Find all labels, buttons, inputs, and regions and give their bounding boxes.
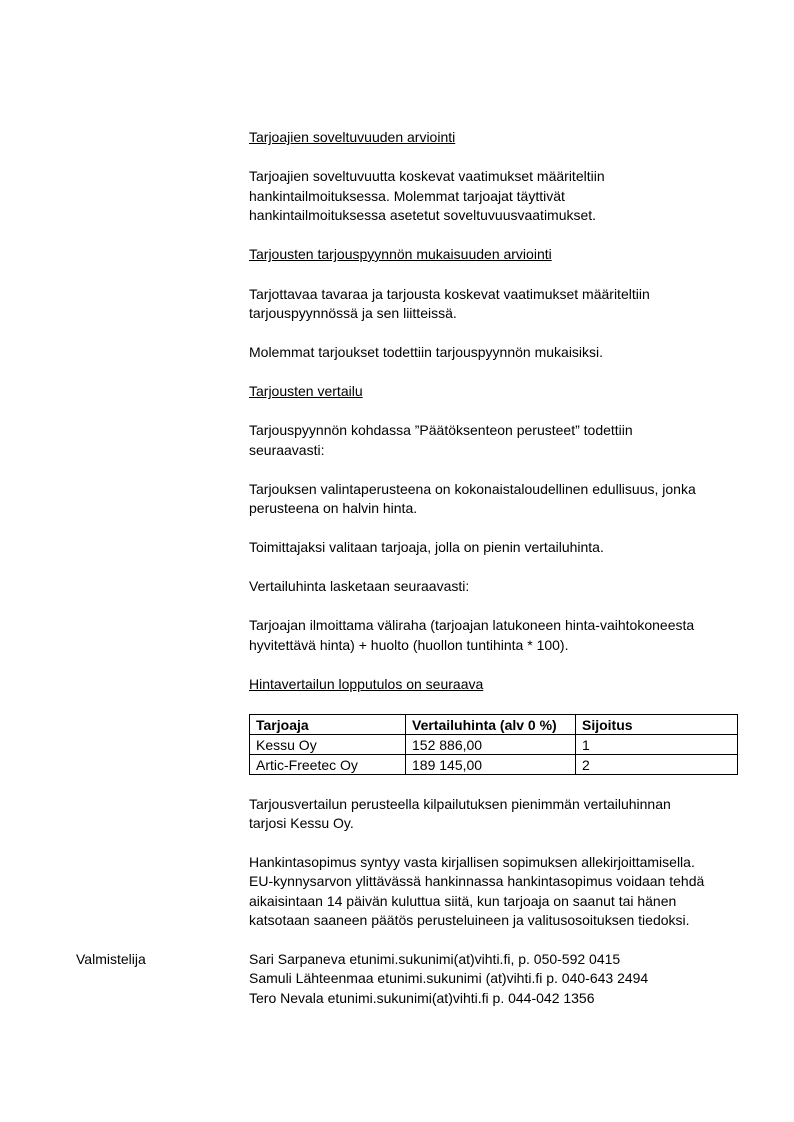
paragraph-line: Molemmat tarjoukset todettiin tarjouspyynnön mukaisiksi. — [249, 344, 604, 360]
paragraph-line: katsotaan saaneen päätös perusteluineen ja valitusosoituksen tiedoksi. — [249, 912, 690, 928]
column-header: Sijoitus — [576, 715, 738, 735]
paragraph-line: hankintailmoituksessa asetetut soveltuvuusvaatimukset. — [249, 207, 597, 223]
paragraph-line: seuraavasti: — [249, 442, 325, 458]
paragraph-line: Tarjoajan ilmoittama väliraha (tarjoajan latukoneen hinta-vaihtokoneesta — [249, 617, 695, 633]
heading-suitability: Tarjoajien soveltuvuuden arviointi — [249, 129, 456, 145]
table-cell: Kessu Oy — [250, 735, 406, 755]
paragraph-line: hankintailmoituksessa. Molemmat tarjoajat täyttivät — [249, 188, 565, 204]
column-header: Vertailuhinta (alv 0 %) — [406, 715, 576, 735]
column-header: Tarjoaja — [250, 715, 406, 735]
heading-conformity: Tarjousten tarjouspyynnön mukaisuuden arviointi — [249, 246, 552, 262]
paragraph-line: EU-kynnysarvon ylittävässä hankinnassa hankintasopimus voidaan tehdä — [249, 873, 705, 889]
paragraph-line: aikaisintaan 14 päivän kuluttua siitä, kun tarjoaja on saanut tai hänen — [249, 893, 677, 909]
table-cell: 152 886,00 — [406, 735, 576, 755]
table-cell: 1 — [576, 735, 738, 755]
paragraph-line: Tarjoajien soveltuvuutta koskevat vaatimukset määriteltiin — [249, 168, 605, 184]
table-cell: Artic-Freetec Oy — [250, 755, 406, 775]
preparer-contact: Samuli Lähteenmaa etunimi.sukunimi (at)vihti.fi p. 040-643 2494 — [249, 970, 649, 986]
table-cell: 189 145,00 — [406, 755, 576, 775]
paragraph-line: Tarjouspyynnön kohdassa ”Päätöksenteon perusteet” todettiin — [249, 422, 633, 438]
table-header-row — [250, 715, 738, 735]
paragraph-line: Tarjouksen valintaperusteena on kokonaistaloudellinen edullisuus, jonka — [249, 481, 696, 497]
price-comparison-table — [249, 714, 738, 775]
table-row — [250, 735, 738, 755]
paragraph-line: tarjosi Kessu Oy. — [249, 815, 354, 831]
table-cell: 2 — [576, 755, 738, 775]
preparer-label: Valmistelija — [76, 951, 146, 967]
heading-result: Hintavertailun lopputulos on seuraava — [249, 676, 484, 692]
paragraph-line: Toimittajaksi valitaan tarjoaja, jolla on pienin vertailuhinta. — [249, 539, 604, 555]
paragraph-line: Tarjottavaa tavaraa ja tarjousta koskevat vaatimukset määriteltiin — [249, 286, 650, 302]
heading-comparison: Tarjousten vertailu — [249, 383, 363, 399]
preparer-contact: Sari Sarpaneva etunimi.sukunimi(at)vihti.fi, p. 050-592 0415 — [249, 951, 621, 967]
paragraph-line: Tarjousvertailun perusteella kilpailutuksen pienimmän vertailuhinnan — [249, 796, 671, 812]
preparer-contact: Tero Nevala etunimi.sukunimi(at)vihti.fi p. 044-042 1356 — [249, 990, 595, 1006]
paragraph-line: Vertailuhinta lasketaan seuraavasti: — [249, 578, 470, 594]
table-row — [250, 755, 738, 775]
paragraph-line: Hankintasopimus syntyy vasta kirjallisen sopimuksen allekirjoittamisella. — [249, 854, 695, 870]
paragraph-line: hyvitettävä hinta) + huolto (huollon tuntihinta * 100). — [249, 637, 569, 653]
paragraph-line: perusteena on halvin hinta. — [249, 500, 418, 516]
paragraph-line: tarjouspyynnössä ja sen liitteissä. — [249, 305, 457, 321]
